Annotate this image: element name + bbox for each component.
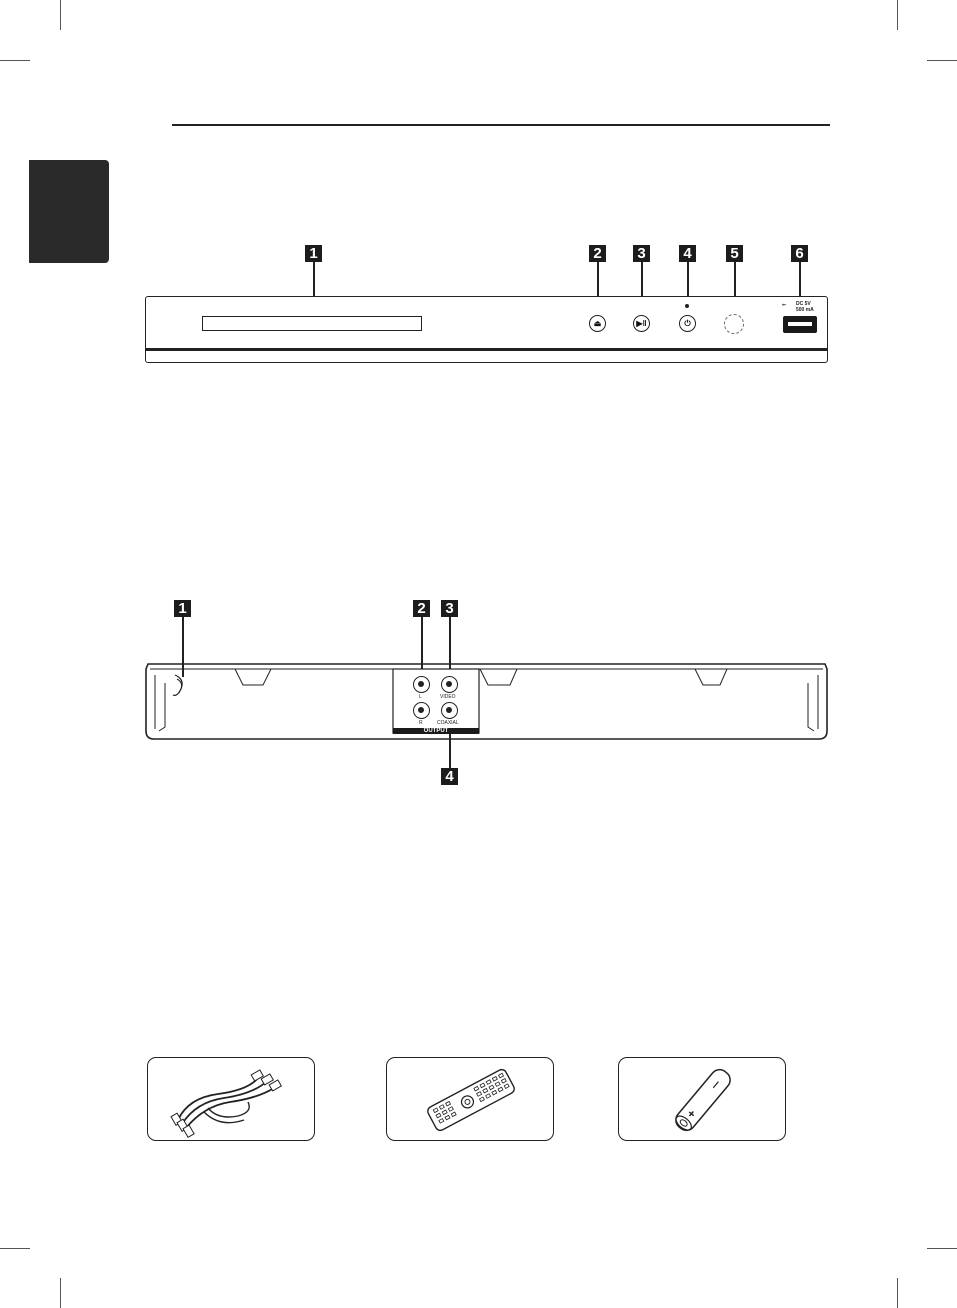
callout-rear-2: 2 [413,600,430,617]
usb-rating-line1: DC 5V [796,301,811,307]
label-video: VIDEO [440,694,456,700]
standby-indicator [685,304,689,308]
label-r: R [419,720,423,726]
crop-mark [927,60,957,61]
output-label: OUTPUT [393,728,479,734]
crop-mark [927,1248,957,1249]
label-l: L [419,694,422,700]
usb-rating-line2: 500 mA [796,307,814,313]
play-pause-button[interactable] [633,315,650,332]
remote-sensor [724,314,744,334]
usb-icon: ⭠ [782,302,787,308]
callout-front-2: 2 [589,245,606,262]
audio-left-jack[interactable] [413,676,430,693]
usb-port[interactable] [783,316,817,333]
eject-icon: ⏏ [593,319,602,328]
front-panel [145,296,828,363]
eject-button[interactable] [589,315,606,332]
crop-mark [60,1278,61,1308]
callout-front-6: 6 [791,245,808,262]
accessory-battery [618,1057,786,1141]
av-cable-icon [148,1058,316,1142]
front-panel-base [146,348,827,351]
disc-tray[interactable] [202,316,422,331]
callout-rear-1: 1 [174,600,191,617]
coaxial-jack[interactable] [441,702,458,719]
callout-rear-4: 4 [441,768,458,785]
crop-mark [0,60,30,61]
crop-mark [897,0,898,30]
callout-rear-3: 3 [441,600,458,617]
power-icon: ⏻ [684,319,691,328]
accessory-remote-control [386,1057,554,1141]
callout-front-5: 5 [726,245,743,262]
crop-mark [897,1278,898,1308]
chapter-tab [29,160,109,263]
callout-front-4: 4 [679,245,696,262]
remote-control-icon [387,1058,555,1142]
rear-panel [145,661,828,745]
label-coaxial: COAXIAL [437,720,459,726]
audio-right-jack[interactable] [413,702,430,719]
leader-line [799,262,801,298]
video-jack[interactable] [441,676,458,693]
callout-front-1: 1 [305,245,322,262]
header-rule [172,124,830,126]
callout-front-3: 3 [633,245,650,262]
play-pause-icon: ▶‖ [636,319,647,328]
crop-mark [0,1248,30,1249]
crop-mark [60,0,61,30]
accessory-av-cable [147,1057,315,1141]
battery-icon [619,1058,787,1142]
power-button[interactable] [679,315,696,332]
